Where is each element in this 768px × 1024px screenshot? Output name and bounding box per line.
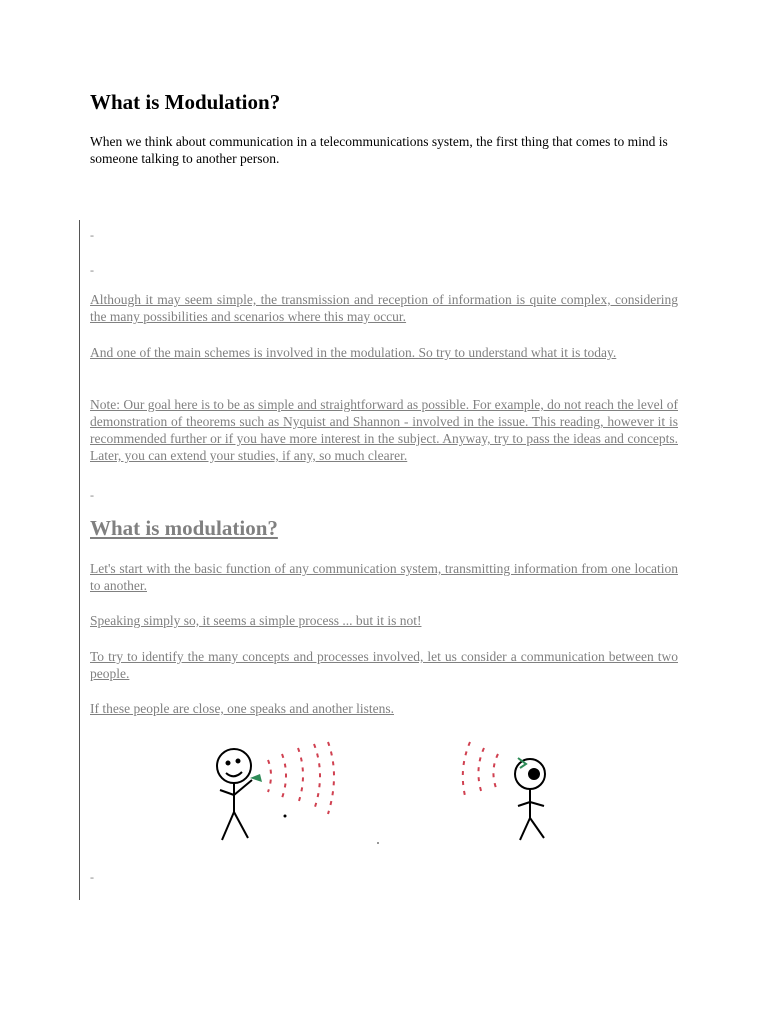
page-title: What is Modulation? xyxy=(90,90,281,114)
dash-marker: - xyxy=(90,263,94,277)
quote-paragraph-2[interactable]: And one of the main schemes is involved in the modulation. So try to understand what it is today. xyxy=(90,345,617,360)
intro-paragraph: When we think about communication in a telecommunications system, the first thing that comes to mind is someone talking to another person. xyxy=(90,134,668,166)
section-heading[interactable]: What is modulation? xyxy=(90,516,278,540)
dash-marker: - xyxy=(90,228,94,242)
quote-paragraph-3[interactable]: Note: Our goal here is to be as simple and straightforward as possible. For example, do not reach the level of demonstration of theorems such as Nyquist and Shannon - involved in the issue. This reading, however it is recommended further or if you have more interest in the subject. Anyway, try to pass the ideas and concepts. Later, you can extend your studies, if any, so much clearer. xyxy=(90,397,678,463)
dot xyxy=(377,842,379,844)
speaker-figure xyxy=(217,749,252,840)
section-paragraph-1[interactable]: Let's start with the basic function of any communication system, transmitting information from one location to another. xyxy=(90,561,678,593)
dash-marker: - xyxy=(90,870,94,884)
section-paragraph-4[interactable]: If these people are close, one speaks and another listens. xyxy=(90,701,395,716)
sound-waves-icon xyxy=(463,742,498,800)
two-stick-figures-speaking-icon xyxy=(200,730,560,850)
sound-waves-icon xyxy=(268,742,334,814)
section-paragraph-2[interactable]: Speaking simply so, it seems a simple process ... but it is not! xyxy=(90,613,422,628)
dot xyxy=(284,815,287,818)
section-paragraph-3[interactable]: To try to identify the many concepts and processes involved, let us consider a communication between two people. xyxy=(90,649,678,681)
listener-figure xyxy=(515,759,545,840)
quote-paragraph-1[interactable]: Although it may seem simple, the transmission and reception of information is quite complex, considering the many possibilities and scenarios where this may occur. xyxy=(90,292,678,324)
blockquote-border xyxy=(79,220,80,900)
dash-marker: - xyxy=(90,488,94,502)
